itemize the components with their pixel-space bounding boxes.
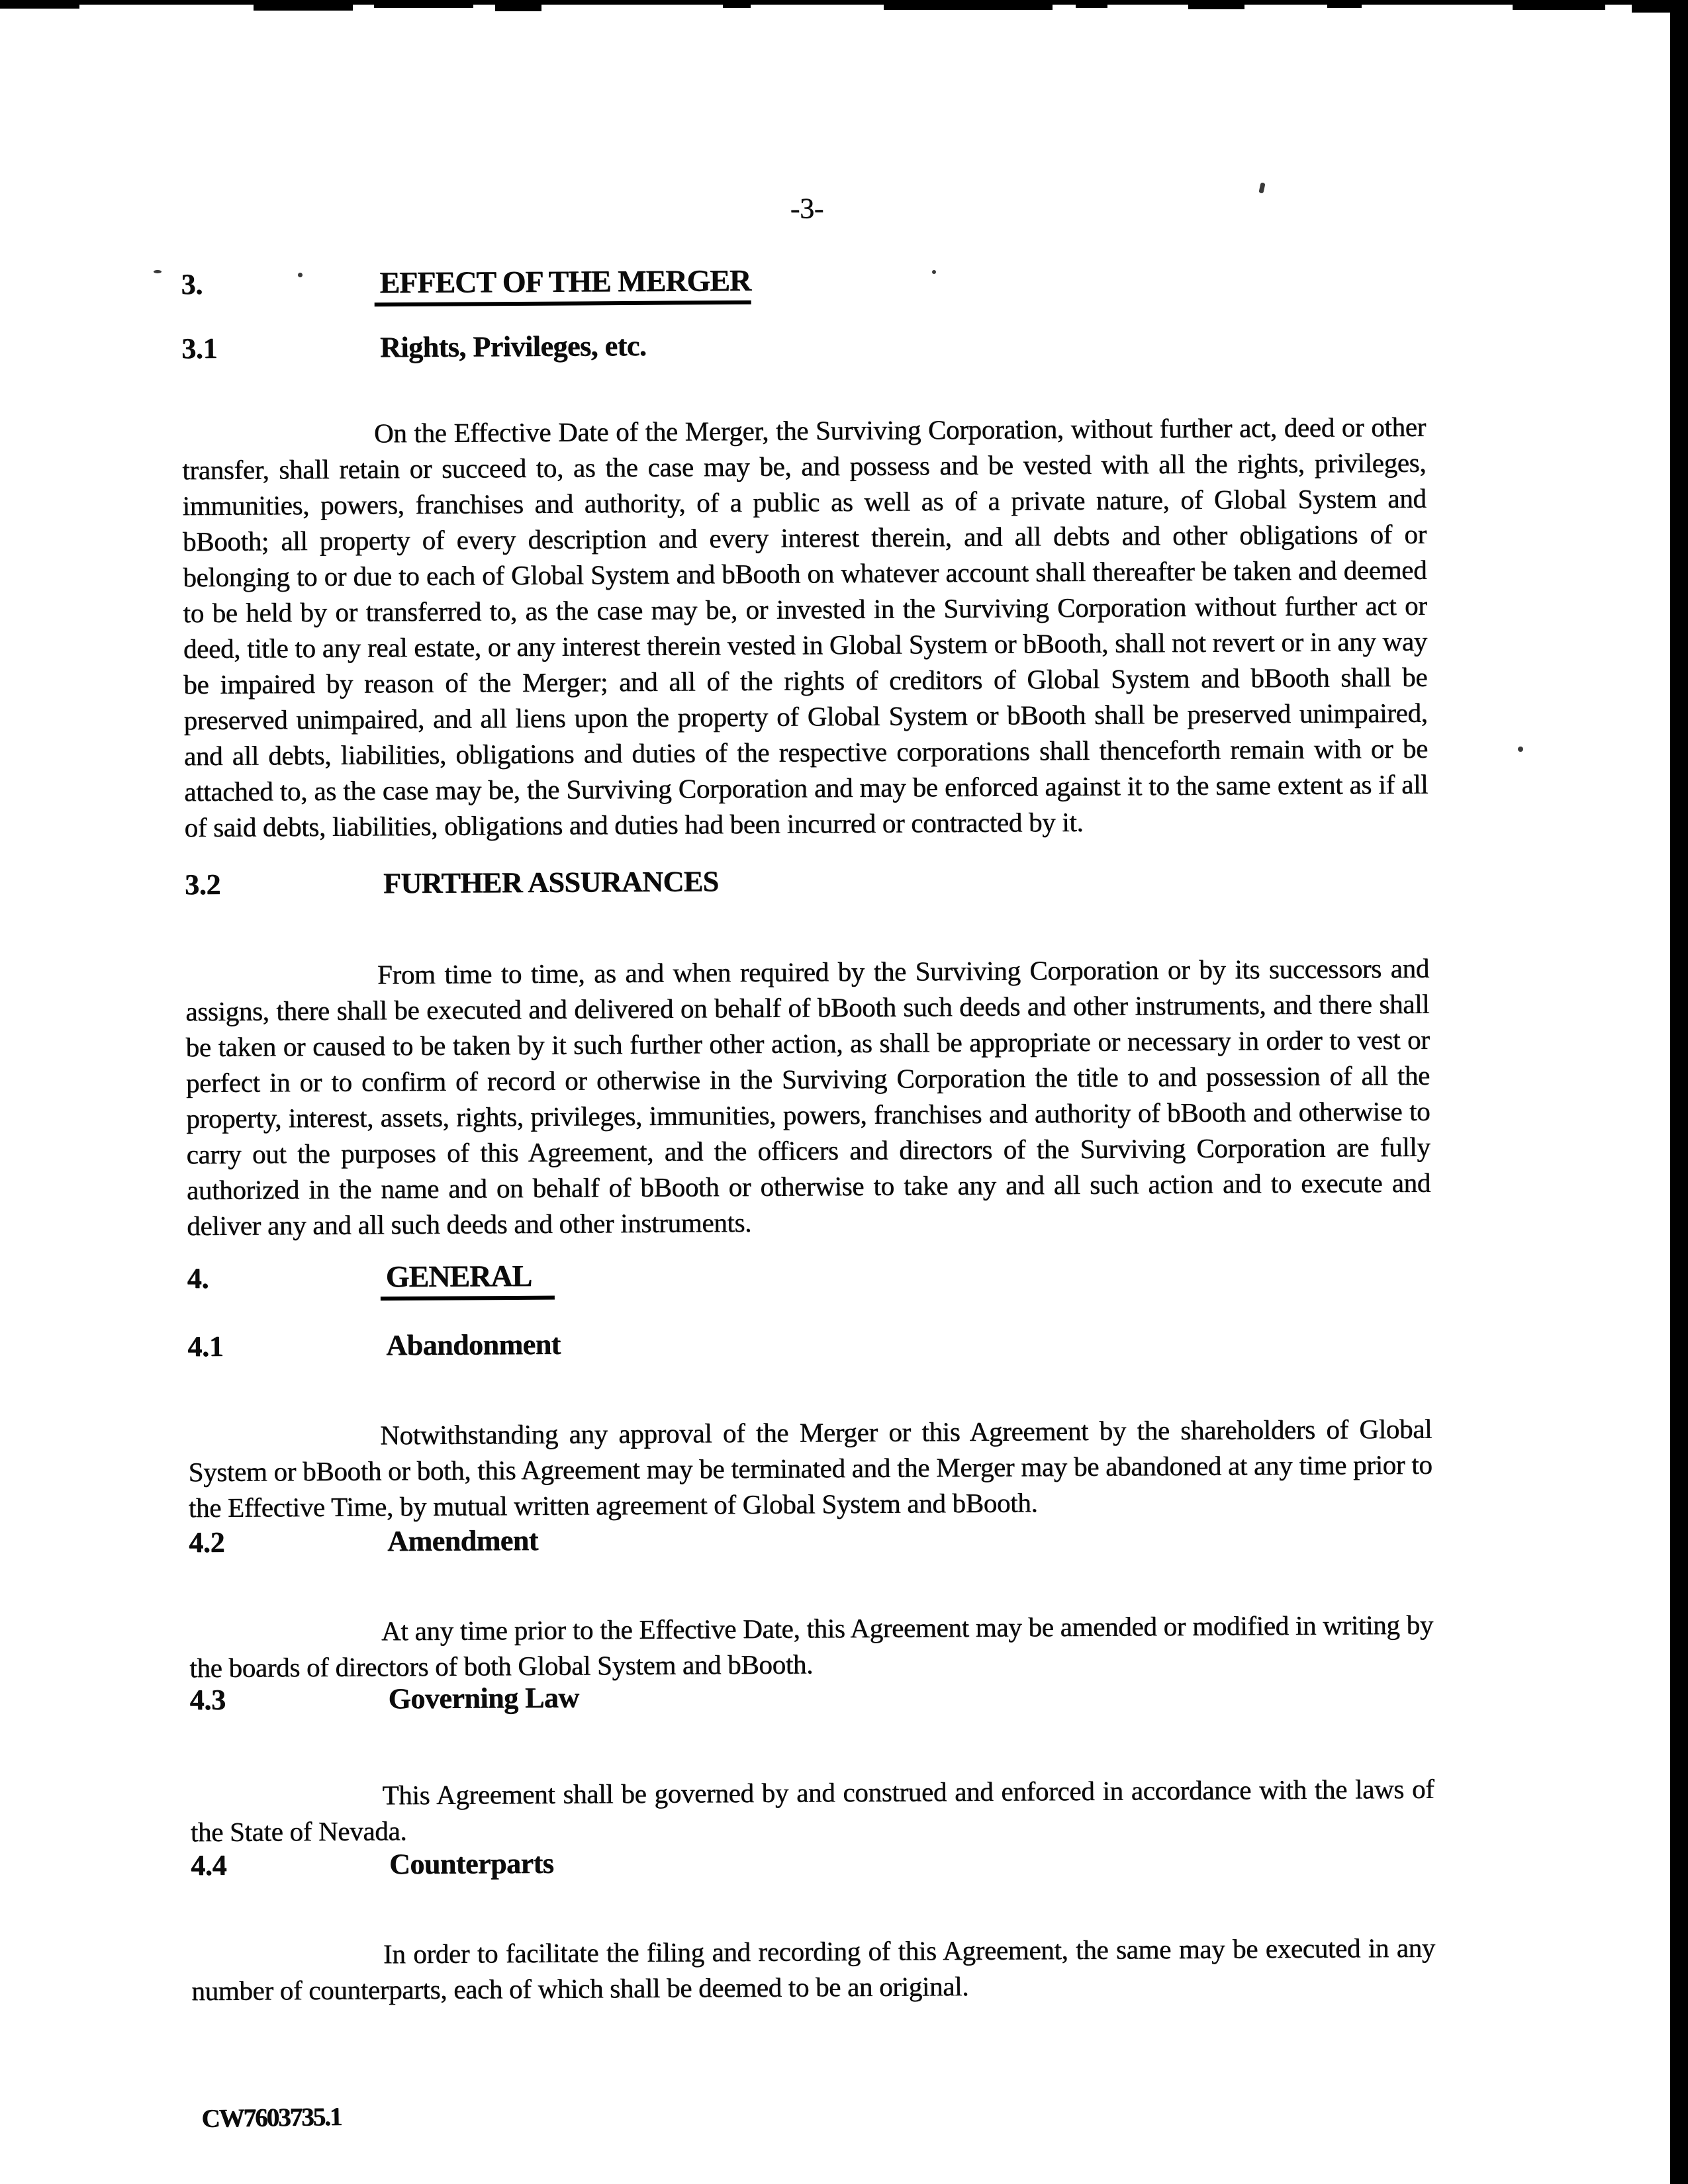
section-number: 4.4 — [190, 1848, 227, 1882]
section-number: 3.1 — [181, 332, 218, 365]
section-title: FURTHER ASSURANCES — [383, 865, 719, 900]
paragraph-4-4: In order to facilitate the filing and recording of this Agreement, the same may be executed in any number of counterparts, each of which shall be deemed to be an original. — [191, 1932, 1436, 2007]
section-title: GENERAL — [380, 1259, 555, 1301]
paragraph-4-1: Notwithstanding any approval of the Merger or this Agreement by the shareholders of Global System or bBooth or both, this Agreement may be terminated and the Merger may be abandoned at any time prior to the Effective Time, by mutual written agreement of Global System and bBooth. — [188, 1413, 1432, 1524]
section-number: 4.2 — [188, 1525, 225, 1559]
section-title: EFFECT OF THE MERGER — [374, 263, 751, 306]
section-4-heading-row — [1, 1250, 1688, 1297]
page-number — [0, 185, 1683, 232]
paragraph-3-1: On the Effective Date of the Merger, the Surviving Corporation, without further act, deed or other transfer, shall retain or succeed to, as the case may be, and possess and be vested with all the rights, privileges, immunities, powers, franchises and authority, of a public as well as of a private nature, of Global System and bBooth; all property of every description and every interest therein, and all debts and other obligations of or belonging to or due to each of Global System and bBooth on whatever account shall thereafter be taken and deemed to be held by or transferred to, as the case may be, or invested in the Surviving Corporation without further act or deed, title to any real estate, or any interest therein vested in Global System or bBooth, shall not revert or in any way be impaired by reason of the Merger; and all of the rights of creditors of Global System and bBooth shall be preserved unimpaired, and all liens upon the property of Global System or bBooth shall be preserved unimpaired, and all debts, liabilities, obligations and duties of the respective corporations shall thenceforth remain with or be attached to, as the case may be, the Surviving Corporation and may be enforced against it to the same extent as if all of said debts, liabilities, obligations and duties had been incurred or contracted by it. — [182, 411, 1429, 843]
section-title: Governing Law — [388, 1681, 579, 1715]
paragraph-3-2: From time to time, as and when required by the Surviving Corporation or by its successors and assigns, there shall be executed and delivered on behalf of bBooth such deeds and other instruments, and there shall be taken or caused to be taken by it such further other action, as shall be appropriate or necessary in order to vest or perfect in or to confirm of record or otherwise in the Surviving Corporation the title to and possession of all the property, interest, assets, rights, privileges, immunities, powers, franchises and authority of bBooth and otherwise to carry out the purposes of this Agreement, and the officers and directors of the Surviving Corporation are fully authorized in the name and on behalf of bBooth or otherwise to take any and all such action and to execute and deliver any and all such deeds and other instruments. — [185, 952, 1430, 1242]
section-number: 4.1 — [187, 1330, 224, 1363]
section-3-heading-row — [0, 256, 1688, 304]
section-title: Abandonment — [386, 1328, 561, 1362]
section-number: 3.2 — [184, 868, 221, 901]
document-control-number: CW7603735.1 — [201, 2102, 342, 2133]
section-3-1-heading-row — [0, 321, 1688, 368]
section-title: Rights, Privileges, etc. — [379, 329, 647, 364]
paragraph-4-3: This Agreement shall be governed by and construed and enforced in accordance with the laws of the State of Nevada. — [190, 1773, 1434, 1848]
section-number: 3. — [181, 267, 203, 301]
section-number: 4.3 — [189, 1683, 226, 1717]
section-title: Counterparts — [389, 1846, 554, 1881]
section-4-1-heading-row — [1, 1318, 1688, 1365]
section-3-2-heading-row — [0, 857, 1688, 904]
section-number: 4. — [187, 1261, 209, 1295]
paragraph-4-2: At any time prior to the Effective Date, this Agreement may be amended or modified in writing by the boards of directors of both Global System and bBooth. — [189, 1609, 1434, 1684]
section-title: Amendment — [387, 1524, 538, 1558]
page-number-value: -3- — [790, 192, 824, 225]
